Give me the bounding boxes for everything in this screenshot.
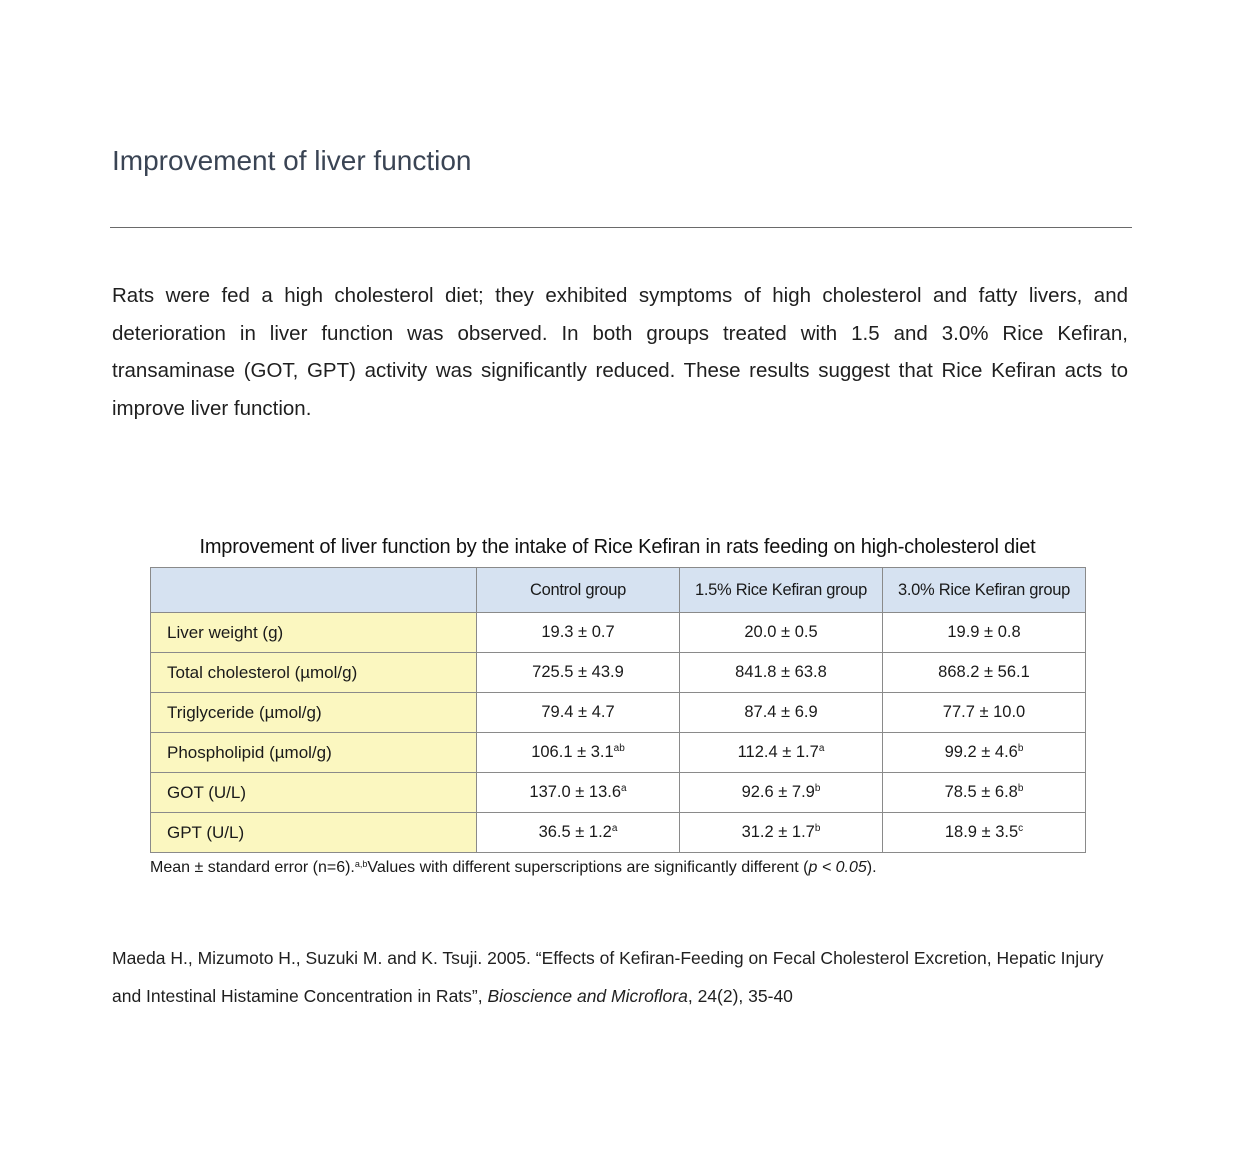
column-header: 1.5% Rice Kefiran group — [680, 568, 883, 613]
table-cell — [477, 733, 680, 773]
table-cell — [883, 653, 1086, 693]
row-label: Triglyceride (µmol/g) — [151, 693, 477, 733]
row-label: Total cholesterol (µmol/g) — [151, 653, 477, 693]
table-cell — [477, 693, 680, 733]
cell-value: 725.5 ± 43.9 — [532, 663, 624, 681]
table-cell — [680, 693, 883, 733]
footnote-prefix: Mean ± standard error (n=6). — [150, 859, 355, 876]
cell-value: 92.6 ± 7.9 — [741, 783, 815, 801]
results-figure — [150, 533, 1085, 879]
cell-value: 20.0 ± 0.5 — [744, 623, 818, 641]
cell-superscript: a — [818, 743, 825, 754]
table-cell — [680, 653, 883, 693]
cell-value: 112.4 ± 1.7 — [737, 743, 819, 761]
column-header: 3.0% Rice Kefiran group — [883, 568, 1086, 613]
table-cell — [477, 613, 680, 653]
table-title: Improvement of liver function by the intake of Rice Kefiran in rats feeding on high-cholesterol diet — [199, 536, 1036, 558]
cell-value: 36.5 ± 1.2 — [538, 823, 612, 841]
cell-value: 868.2 ± 56.1 — [938, 663, 1030, 681]
cell-value: 841.8 ± 63.8 — [735, 663, 827, 681]
table-footnote — [150, 857, 1085, 879]
cell-value: 106.1 ± 3.1 — [531, 743, 614, 761]
table-row — [151, 653, 1086, 693]
table-cell — [883, 813, 1086, 853]
table-cell — [883, 613, 1086, 653]
cell-value: 79.4 ± 4.7 — [541, 703, 615, 721]
cell-superscript: b — [1017, 743, 1024, 754]
row-label: Phospholipid (µmol/g) — [151, 733, 477, 773]
table-cell — [883, 693, 1086, 733]
table-cell — [680, 733, 883, 773]
footnote-middle: Values with different superscriptions are significantly different ( — [367, 859, 809, 876]
table-cell — [680, 773, 883, 813]
reference-text: Maeda H., Mizumoto H., Suzuki M. and K. Tsuji. 2005. “Effects of Kefiran-Feeding on Fecal Cholesterol Excretion, Hepatic Injury and Intestinal Histamine Concentration in Rats”, — [112, 948, 1104, 1006]
table-cell — [477, 813, 680, 853]
table-cell — [477, 773, 680, 813]
table-row — [151, 733, 1086, 773]
table-corner-cell — [151, 568, 477, 613]
results-table — [150, 567, 1086, 853]
footnote-p: p — [808, 859, 818, 876]
cell-value: 99.2 ± 4.6 — [944, 743, 1018, 761]
table-row — [151, 813, 1086, 853]
cell-value: 78.5 ± 6.8 — [944, 783, 1018, 801]
table-row — [151, 773, 1086, 813]
table-cell — [477, 653, 680, 693]
table-row — [151, 693, 1086, 733]
cell-superscript: b — [1017, 783, 1024, 794]
section-divider — [110, 227, 1132, 228]
section-title: Improvement of liver function — [112, 145, 472, 176]
reference-citation — [112, 939, 1132, 1015]
cell-superscript: b — [814, 823, 821, 834]
row-label: Liver weight (g) — [151, 613, 477, 653]
cell-superscript: a — [611, 823, 618, 834]
cell-value: 77.7 ± 10.0 — [942, 703, 1026, 721]
cell-superscript: ab — [613, 743, 625, 754]
cell-value: 19.9 ± 0.8 — [947, 623, 1021, 641]
cell-value: 18.9 ± 3.5 — [944, 823, 1019, 841]
row-label: GOT (U/L) — [151, 773, 477, 813]
table-header-row — [151, 568, 1086, 613]
table-cell — [680, 613, 883, 653]
table-row — [151, 613, 1086, 653]
table-cell — [883, 773, 1086, 813]
column-header: Control group — [477, 568, 680, 613]
cell-superscript: c — [1018, 823, 1024, 834]
footnote-threshold: < 0.05 — [817, 859, 867, 876]
intro-paragraph: Rats were fed a high cholesterol diet; they exhibited symptoms of high cholesterol and fatty livers, and deterioration in liver function was observed. In both groups treated with 1.5 and 3.0% Rice Kefiran, transaminase (GOT, GPT) activity was significantly reduced. These results suggest that Rice Kefiran acts to improve liver function. — [112, 284, 1128, 420]
cell-value: 31.2 ± 1.7 — [741, 823, 815, 841]
row-label: GPT (U/L) — [151, 813, 477, 853]
reference-journal: Bioscience and Microflora — [487, 986, 688, 1006]
cell-value: 137.0 ± 13.6 — [529, 783, 622, 801]
table-cell — [883, 733, 1086, 773]
table-cell — [680, 813, 883, 853]
cell-superscript: b — [814, 783, 821, 794]
footnote-suffix: ). — [866, 859, 877, 876]
cell-value: 87.4 ± 6.9 — [744, 703, 818, 721]
footnote-superscripts: a,b — [354, 859, 368, 869]
cell-superscript: a — [621, 783, 627, 794]
cell-value: 19.3 ± 0.7 — [541, 623, 615, 641]
reference-tail: , 24(2), 35-40 — [687, 986, 793, 1006]
